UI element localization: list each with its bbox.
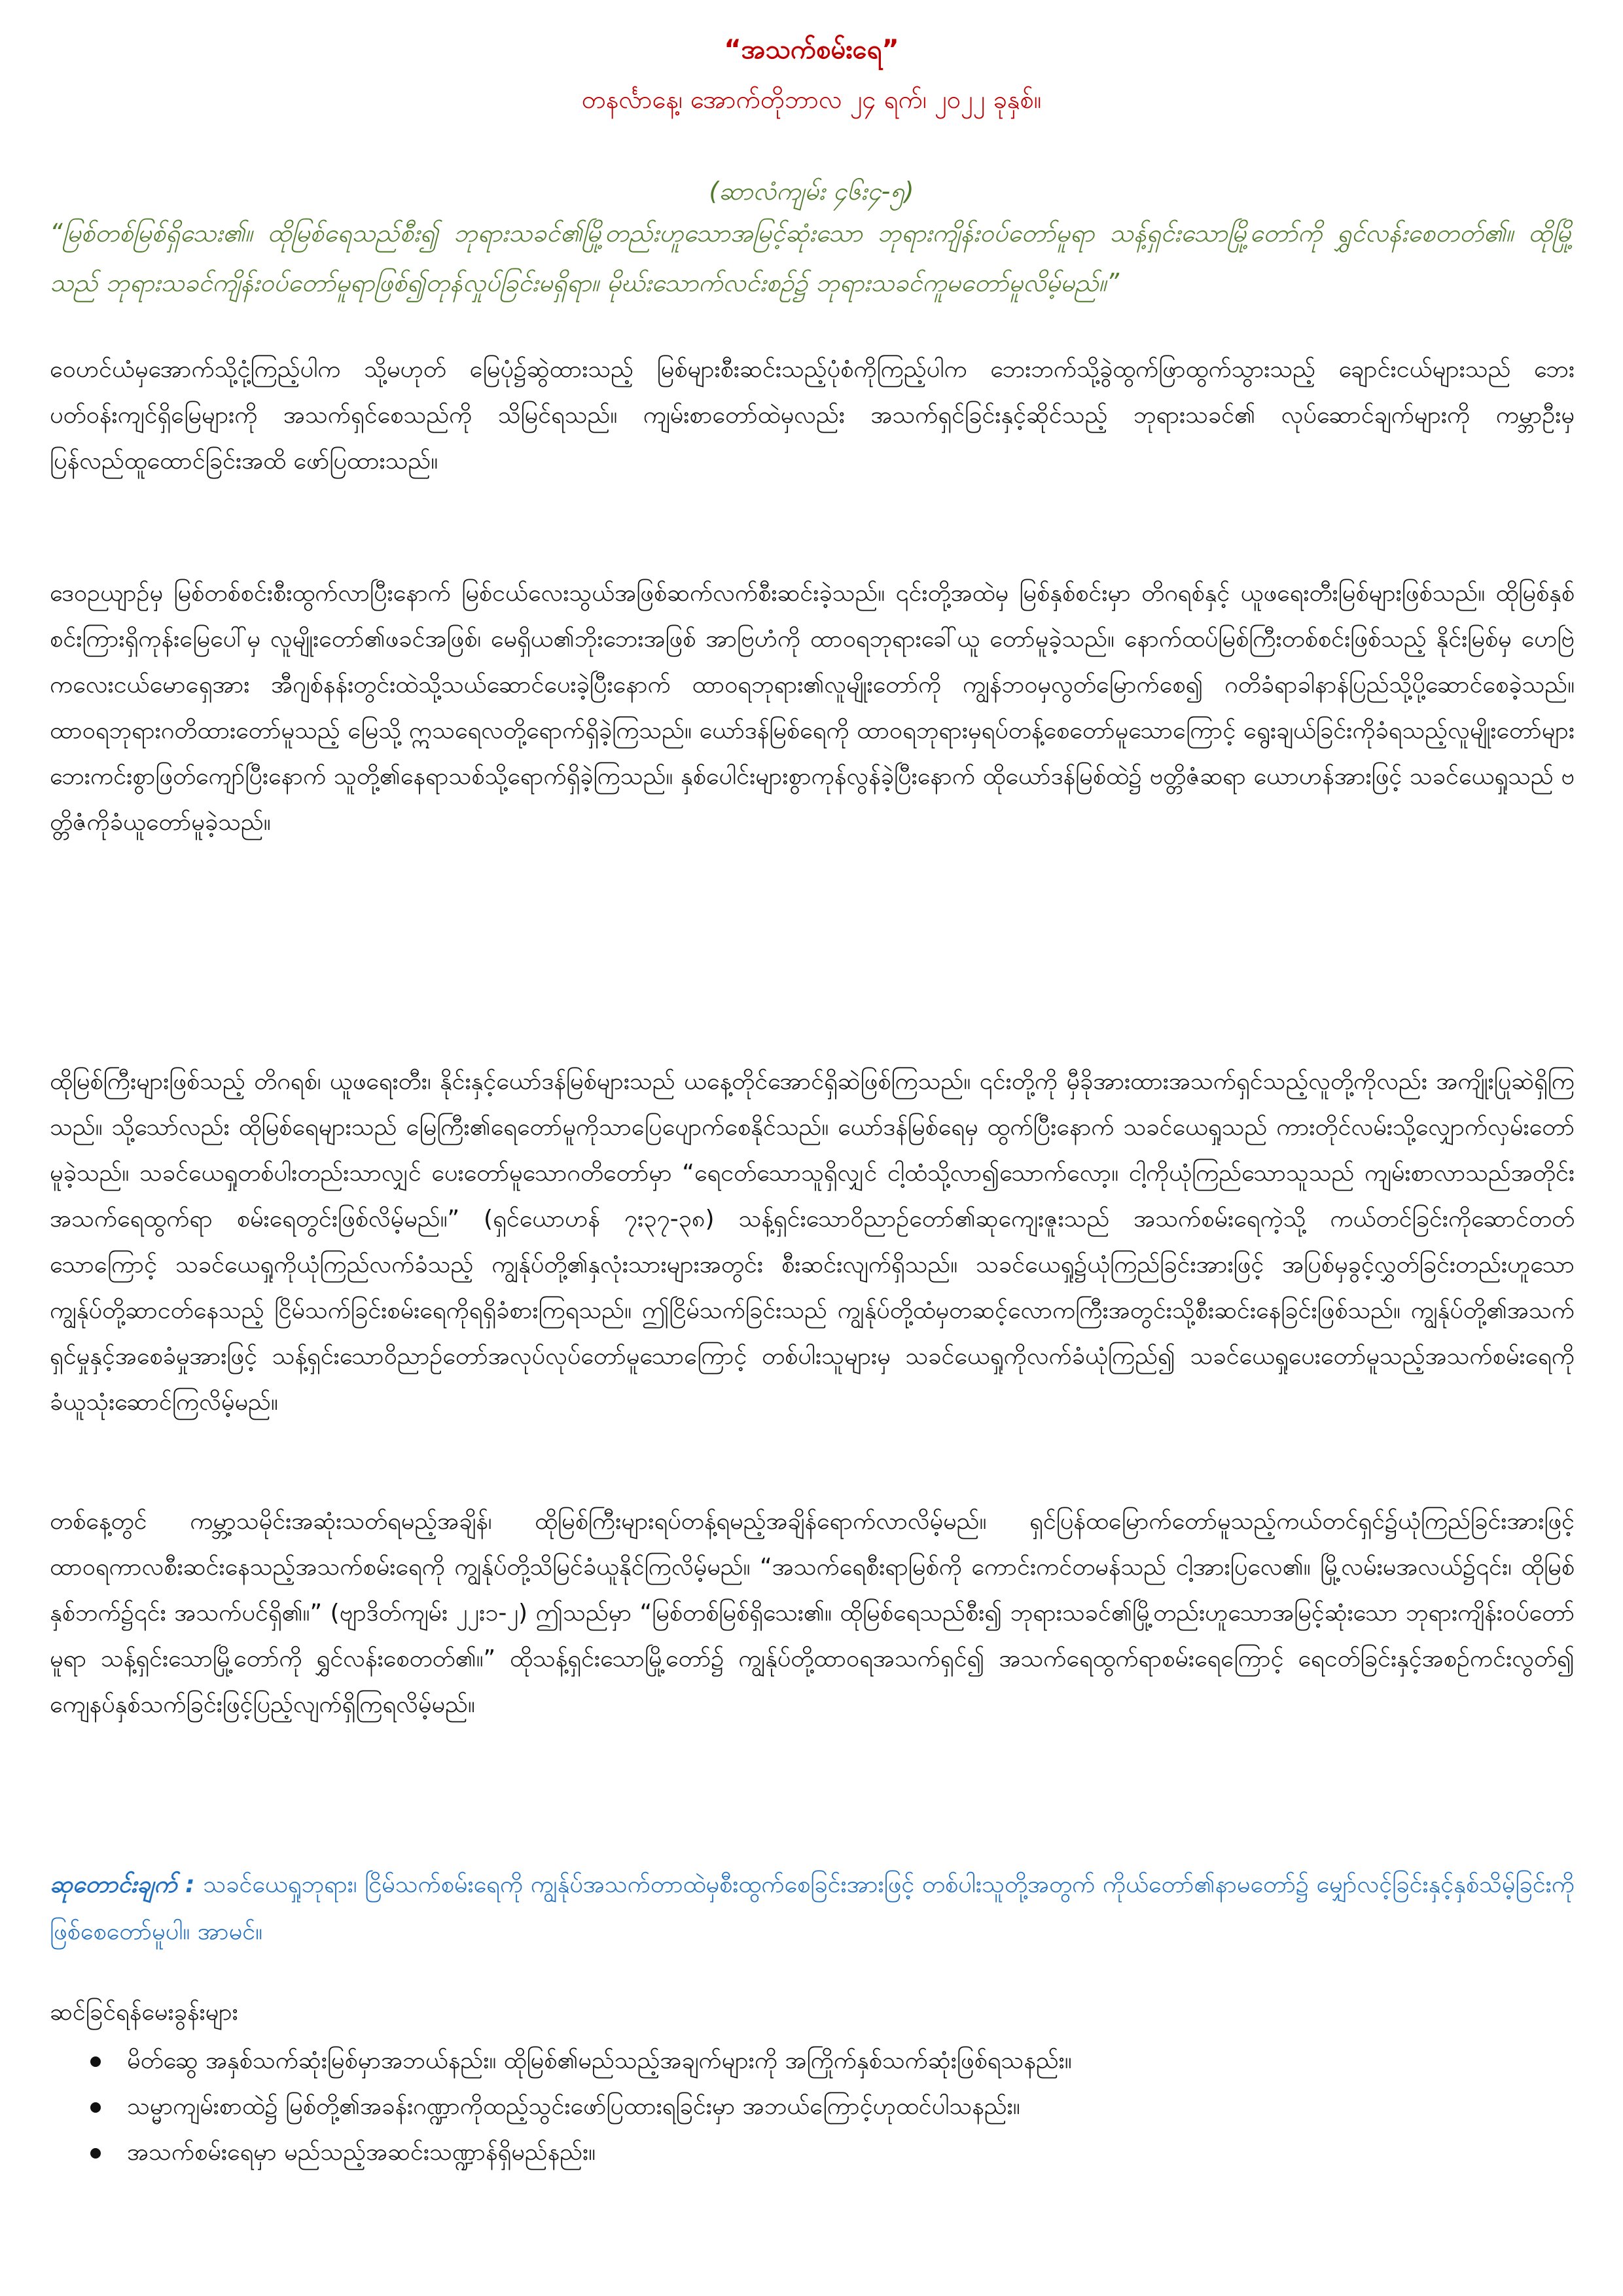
body-paragraph: ထိုမြစ်ကြီးများဖြစ်သည့် တိဂရစ်၊ ယူဖရေးတီး၊ နိုင်းနှင့်ယော်ဒန်မြစ်များသည် ယနေ့တိုင်အောင်ရှိဆဲဖြစ်ကြသည်။ ၎င်းတို့ကို မှီခိုအားထားအသက်ရှင်သည့်လူတို့ကိုလည်း အကျိုးပြုဆဲရှိကြသည်။ သို့သော်လည်း ထိုမြစ်ရေများသည် မြေကြီး၏ရေတော်မူကိုသာပြေပျောက်စေနိုင်သည်။ ယော်ဒန်မြစ်ရေမှ ထွက်ပြီးနောက် သခင်ယေရှုသည် ကားတိုင်လမ်းသို့လျှောက်လှမ်းတော်မူခဲ့သည်။ သခင်ယေရှုတစ်ပါးတည်းသာလျှင် ပေးတော်မူသောဂတိတော်မှာ “ရေငတ်သောသူရှိလျှင် ငါ့ထံသို့လာ၍သောက်လော့။ ငါ့ကိုယုံကြည်သောသူသည် ကျမ်းစာလာသည်အတိုင်းအသက်ရေထွက်ရာ စမ်းရေတွင်းဖြစ်လိမ့်မည်။” (ရှင်ယောဟန် ၇း၃၇-၃၈) သန့်ရှင်းသောဝိညာဉ်တော်၏ဆုကျေးဇူးသည် အသက်စမ်းရေကဲ့သို့ ကယ်တင်ခြင်းကိုဆောင်တတ်သောကြောင့် သခင်ယေရှုကိုယုံကြည်လက်ခံသည့် ကျွန်ုပ်တို့၏နှလုံးသားများအတွင်း စီးဆင်းလျက်ရှိသည်။ သခင်ယေရှု၌ယုံကြည်ခြင်းအားဖြင့် အပြစ်မှခွင့်လွှတ်ခြင်းတည်းဟူသော ကျွန်ုပ်တို့ဆာငတ်နေသည့် ငြိမ်သက်ခြင်းစမ်းရေကိုရရှိခံစားကြရသည်။ ဤငြိမ်သက်ခြင်းသည် ကျွန်ုပ်တို့ထံမှတဆင့်လောကကြီးအတွင်းသို့စီးဆင်းနေခြင်းဖြစ်သည်။ ကျွန်ုပ်တို့၏အသက်ရှင်မှုနှင့်အစေခံမှုအားဖြင့် သန့်ရှင်းသောဝိညာဉ်တော်အလုပ်လုပ်တော်မူသောကြောင့် တစ်ပါးသူများမှ သခင်ယေရှုကိုလက်ခံယုံကြည်၍ သခင်ယေရှုပေးတော်မူသည့်အသက်စမ်းရေကိုခံယူသုံးဆောင်ကြလိမ့်မည်။ — [50, 1068, 1575, 1416]
list-item — [50, 2130, 1575, 2176]
document-date: တနင်္လာနေ့၊ အောက်တိုဘာလ ၂၄ ရက်၊ ၂၀၂၂ ခုနှစ်။ — [581, 85, 1042, 114]
bullet-icon — [89, 2130, 115, 2176]
list-item — [50, 2084, 1575, 2130]
document-title: “အသက်စမ်းရေ” — [724, 35, 899, 65]
bullet-icon — [89, 2084, 115, 2130]
bullet-icon — [89, 2038, 115, 2084]
prayer-section — [50, 1861, 1575, 1956]
prayer-text: သခင်ယေရှုဘုရား၊ ငြိမ်သက်စမ်းရေကို ကျွန်ုပ်အသက်တာထဲမှစီးထွက်စေခြင်းအားဖြင့် တစ်ပါးသူတို့အတွက် ကိုယ်တော်၏နာမတော်၌ မျှော်လင့်ခြင်းနှင့်နှစ်သိမ့်ခြင်းကိုဖြစ်စေတော်မူပါ။ အာမင်။ — [50, 1871, 1575, 1945]
reflection-questions — [50, 1990, 1575, 2176]
question-text: မိတ်ဆွေ အနှစ်သက်ဆုံးမြစ်မှာအဘယ်နည်း။ ထိုမြစ်၏မည်သည့်အချက်များကို အကြိုက်နှစ်သက်ဆုံးဖြစ်ရသနည်း။ — [127, 2047, 1072, 2074]
body-paragraph: ဝေဟင်ယံမှအောက်သို့ငုံ့ကြည့်ပါက သို့မဟုတ် မြေပုံ၌ဆွဲထားသည့် မြစ်များစီးဆင်းသည့်ပုံစံကိုကြည့်ပါက ဘေးဘက်သို့ခွဲထွက်ဖြာထွက်သွားသည့် ချောင်းငယ်များသည် ဘေးပတ်ဝန်းကျင်ရှိမြေများကို အသက်ရှင်စေသည်ကို သိမြင်ရသည်။ ကျမ်းစာတော်ထဲမှလည်း အသက်ရှင်ခြင်းနှင့်ဆိုင်သည့် ဘုရားသခင်၏ လုပ်ဆောင်ချက်များကို ကမ္ဘာဦးမှ ပြန်လည်ထူထောင်ခြင်းအထိ ဖော်ပြထားသည်။ — [50, 356, 1575, 475]
prayer-separator: : — [177, 1871, 204, 1898]
question-text: အသက်စမ်းရေမှာ မည်သည့်အဆင်းသဏ္ဍာန်ရှိမည်နည်း။ — [127, 2139, 596, 2166]
question-text: သမ္မာကျမ်းစာထဲ၌ မြစ်တို့၏အခန်းဂဏ္ဍာကိုထည့်သွင်းဖော်ပြထားရခြင်းမှာ အဘယ်ကြောင့်ဟုထင်ပါသနည်း။ — [127, 2093, 1020, 2120]
prayer-label: ဆုတောင်းချက် — [50, 1871, 177, 1898]
scripture-reference: (ဆာလံကျမ်း ၄၆း၄-၅) — [709, 177, 914, 206]
questions-list — [50, 2038, 1575, 2176]
body-paragraph: တစ်နေ့တွင် ကမ္ဘာ့သမိုင်းအဆုံးသတ်ရမည့်အချိန်၊ ထိုမြစ်ကြီးများရပ်တန့်ရမည့်အချိန်ရောက်လာလိမ့်မည်။ ရှင်ပြန်ထမြောက်တော်မူသည့်ကယ်တင်ရှင်၌ယုံကြည်ခြင်းအားဖြင့် ထာဝရကာလစီးဆင်းနေသည့်အသက်စမ်းရေကို ကျွန်ုပ်တို့သိမြင်ခံယူနိုင်ကြလိမ့်မည်။ “အသက်ရေစီးရာမြစ်ကို ကောင်းကင်တမန်သည် ငါ့အားပြလေ၏။ မြို့လမ်းမအလယ်၌၎င်း၊ ထိုမြစ်နှစ်ဘက်၌၎င်း အသက်ပင်ရှိ၏။” (ဗျာဒိတ်ကျမ်း ၂၂း၁-၂) ဤသည်မှာ “မြစ်တစ်မြစ်ရှိသေး၏။ ထိုမြစ်ရေသည်စီး၍ ဘုရားသခင်၏မြို့တည်းဟူသောအမြင့်ဆုံးသော ဘုရားကျိန်းဝပ်တော်မူရာ သန့်ရှင်းသောမြို့တော်ကို ရွှင်လန်းစေတတ်၏။” ထိုသန့်ရှင်းသောမြို့တော်၌ ကျွန်ုပ်တို့ထာဝရအသက်ရှင်၍ အသက်ရေထွက်ရာစမ်းရေကြောင့် ရေငတ်ခြင်းနှင့်အစဉ်ကင်းလွတ်၍ ကျေနပ်နှစ်သက်ခြင်းဖြင့်ပြည့်လျက်ရှိကြရလိမ့်မည်။ — [50, 1508, 1575, 1718]
scripture-quote: “မြစ်တစ်မြစ်ရှိသေး၏။ ထိုမြစ်ရေသည်စီး၍ ဘုရားသခင်၏မြို့တည်းဟူသောအမြင့်ဆုံးသော ဘုရားကျိန်းဝပ်တော်မူရာ သန့်ရှင်းသောမြို့တော်ကို ရွှင်လန်းစေတတ်၏။ ထိုမြို့သည် ဘုရားသခင်ကျိန်းဝပ်တော်မူရာဖြစ်၍တုန်လှုပ်ခြင်းမရှိရာ။ မိုဃ်းသောက်လင်းစဉ်၌ ဘုရားသခင်ကူမတော်မူလိမ့်မည်။” — [50, 219, 1575, 297]
body-paragraph: ဒေဝဉယျာဉ်မှ မြစ်တစ်စင်းစီးထွက်လာပြီးနောက် မြစ်ငယ်လေးသွယ်အဖြစ်ဆက်လက်စီးဆင်းခဲ့သည်။ ၎င်းတို့အထဲမှ မြစ်နှစ်စင်းမှာ တိဂရစ်နှင့် ယူဖရေးတီးမြစ်များဖြစ်သည်။ ထိုမြစ်နှစ်စင်းကြားရှိကုန်းမြေပေါ်မှ လူမျိုးတော်၏ဖခင်အဖြစ်၊ မေရှိယ၏ဘိုးဘေးအဖြစ် အာဗြဟံကို ထာဝရဘုရားခေါ်ယူ တော်မူခဲ့သည်။ နောက်ထပ်မြစ်ကြီးတစ်စင်းဖြစ်သည့် နိုင်းမြစ်မှ ဟေဗြဲကလေးငယ်မောရှေအား အီဂျစ်နန်းတွင်းထဲသို့သယ်ဆောင်ပေးခဲ့ပြီးနောက် ထာဝရဘုရား၏လူမျိုးတော်ကို ကျွန်ဘဝမှလွတ်မြောက်စေ၍ ဂတိခံရာခါနာန်ပြည်သို့ပို့ဆောင်စေခဲ့သည်။ ထာဝရဘုရားဂတိထားတော်မူသည့် မြေသို့ ဣသရေလတို့ရောက်ရှိခဲ့ကြသည်။ ယော်ဒန်မြစ်ရေကို ထာဝရဘုရားမှရပ်တန့်စေတော်မူသောကြောင့် ရွေးချယ်ခြင်းကိုခံရသည့်လူမျိုးတော်များ ဘေးကင်းစွာဖြတ်ကျော်ပြီးနောက် သူတို့၏နေရာသစ်သို့ရောက်ရှိခဲ့ကြသည်။ နှစ်ပေါင်းများစွာကုန်လွန်ခဲ့ပြီးနောက် ထိုယော်ဒန်မြစ်ထဲ၌ ဗတ္တိဇံဆရာ ယောဟန်အားဖြင့် သခင်ယေရှုသည် ဗတ္တိဇံကိုခံယူတော်မူခဲ့သည်။ — [50, 580, 1575, 836]
list-item — [50, 2038, 1575, 2084]
questions-heading: ဆင်ခြင်ရန်မေးခွန်းများ — [50, 1999, 238, 2026]
